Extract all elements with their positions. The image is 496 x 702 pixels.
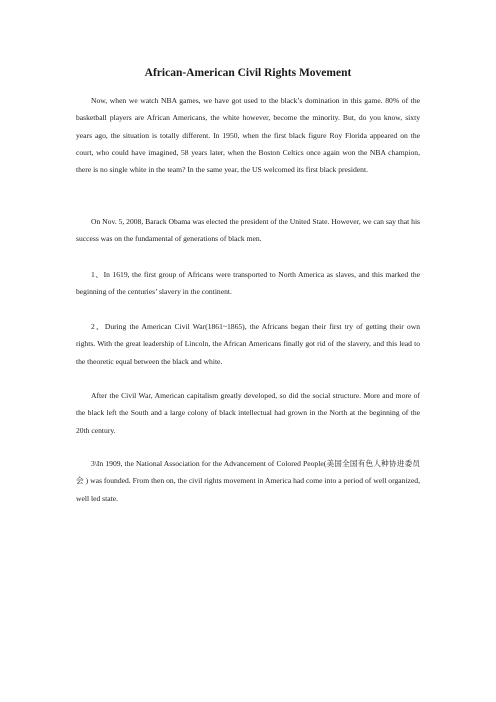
paragraph-obama-election: On Nov. 5, 2008, Barack Obama was elected the president of the United State. However, we can say that his success was on the fundamental of generations of black men. (76, 217, 421, 244)
paragraph-civil-war: 2、During the American Civil War(1861~1865), the Africans began their first try of getting their own rights. With the great leadership of Lincoln, the African Americans finally got rid of the slavery, and this lead to the theoretic equal between the black and white. (76, 322, 420, 366)
paragraph-after-civil-war: After the Civil War, American capitalism greatly developed, so did the social structure. More and more of the black left the South and a large colony of black intellectual had grown in the North at the beginning of the 20th century. (76, 391, 420, 435)
document-title: African-American Civil Rights Movement (144, 67, 352, 79)
paragraph-nba-intro: Now, when we watch NBA games, we have got used to the black’s domination in this game. 80% of the basketball players are African Americans, the white however, become the minority. But, do you know, sixty years ago, the situation is totally different. In 1950, when the first black figure Roy Florida appeared on the court, who could have imagined, 58 years later, when the Boston Celtics once again won the NBA champion, there is no single white in the team? In the same year, the US welcomed its first black president. (76, 96, 420, 175)
paragraph-1619-slavery: 1、In 1619, the first group of Africans were transported to North America as slaves, and this marked the beginning of the centuries’ slavery in the continent. (76, 270, 420, 297)
paragraph-naacp-1909: 3\In 1909, the National Association for the Advancement of Colored People(美国全国有色人种协进委员会 ) was founded. From then on, the civil rights movement in America had come into a period of well organized, well led state. (76, 459, 420, 503)
